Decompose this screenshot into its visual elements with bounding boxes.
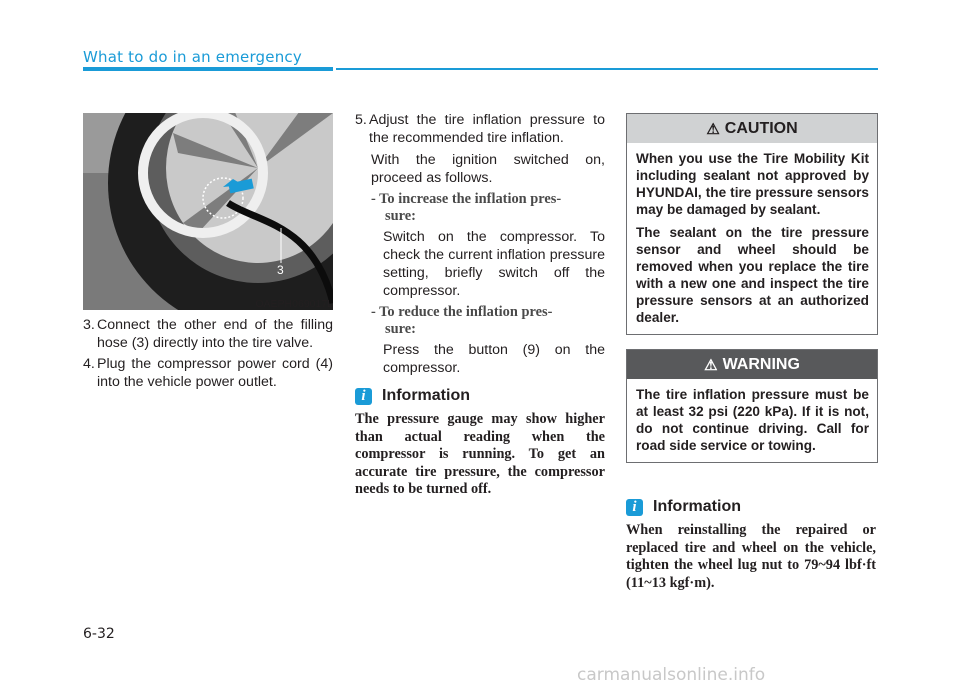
information-heading — [626, 498, 876, 516]
information-body: When reinstalling the repaired or replaced tire and wheel on the vehicle, tighten the wheel lug nut to 79~94 lbf·ft (11~13 kgf·m). — [626, 522, 876, 591]
information-title: Information — [382, 387, 470, 404]
step-text: Adjust the tire inflation pressure to the recommended tire inflation. — [369, 112, 605, 146]
warning-title: WARNING — [722, 355, 800, 373]
middle-column — [355, 111, 605, 499]
reduce-heading — [371, 304, 605, 338]
wheel-photo-icon — [83, 113, 333, 310]
reduce-heading-line2: sure: — [385, 321, 416, 337]
step-5 — [355, 111, 605, 147]
step-text: Plug the compressor power cord (4) into the vehicle power outlet. — [97, 356, 333, 390]
information-heading — [355, 387, 605, 405]
caution-triangle-icon: ⚠ — [706, 120, 720, 138]
step-3 — [83, 316, 333, 352]
warning-box — [626, 349, 878, 463]
caution-title: CAUTION — [724, 119, 798, 137]
warning-triangle-icon: ⚠ — [704, 356, 718, 374]
warning-paragraph: The tire inflation pressure must be at least 32 psi (220 kPa). If it is not, do not continue driving. Call for road side service or towing. — [636, 387, 869, 453]
callout-number: 3 — [277, 263, 284, 277]
warning-body — [627, 379, 877, 462]
step-4 — [83, 355, 333, 391]
step-number: 3. — [83, 317, 95, 333]
step-text: Connect the other end of the filling hose (3) directly into the tire valve. — [97, 317, 333, 351]
section-title: What to do in an emergency — [83, 48, 302, 66]
warning-header — [627, 350, 877, 379]
page-number: 6-32 — [83, 626, 115, 642]
step-number: 5. — [355, 112, 367, 128]
information-icon: i — [355, 388, 372, 405]
information-body: The pressure gauge may show higher than actual reading when the compressor is running. To get an accurate tire pressure, the compressor needs to be turned off. — [355, 411, 605, 497]
information-title: Information — [653, 498, 741, 515]
step-intro: With the ignition switched on, proceed as follows. — [371, 152, 605, 186]
step-number: 4. — [83, 356, 95, 372]
image-code: OAEPH069017L — [255, 298, 333, 310]
right-information — [626, 498, 876, 592]
caution-header — [627, 114, 877, 143]
caution-body — [627, 143, 877, 334]
left-column — [83, 316, 333, 394]
reduce-body: Press the button (9) on the compressor. — [383, 342, 605, 376]
information-icon: i — [626, 499, 643, 516]
increase-heading-line2: sure: — [385, 208, 416, 224]
caution-paragraph: When you use the Tire Mobility Kit including sealant not approved by HYUNDAI, the tire pressure sensors may be damaged by sealant. — [636, 151, 869, 217]
tire-valve-photo — [83, 113, 333, 310]
caution-paragraph: The sealant on the tire pressure sensor and wheel should be removed when you replace the tire with a new one and inspect the tire pressure sensors at an authorized dealer. — [636, 225, 869, 325]
watermark: carmanualsonline.info — [577, 665, 766, 685]
header-rule-thick — [83, 67, 333, 71]
caution-box — [626, 113, 878, 335]
reduce-heading-line1: - To reduce the inflation pres- — [371, 304, 553, 320]
increase-heading-line1: - To increase the inflation pres- — [371, 191, 562, 207]
increase-heading — [371, 191, 605, 225]
header-rule-thin — [336, 68, 878, 70]
increase-body: Switch on the compressor. To check the current inflation pressure setting, briefly switch off the compressor. — [383, 229, 605, 299]
